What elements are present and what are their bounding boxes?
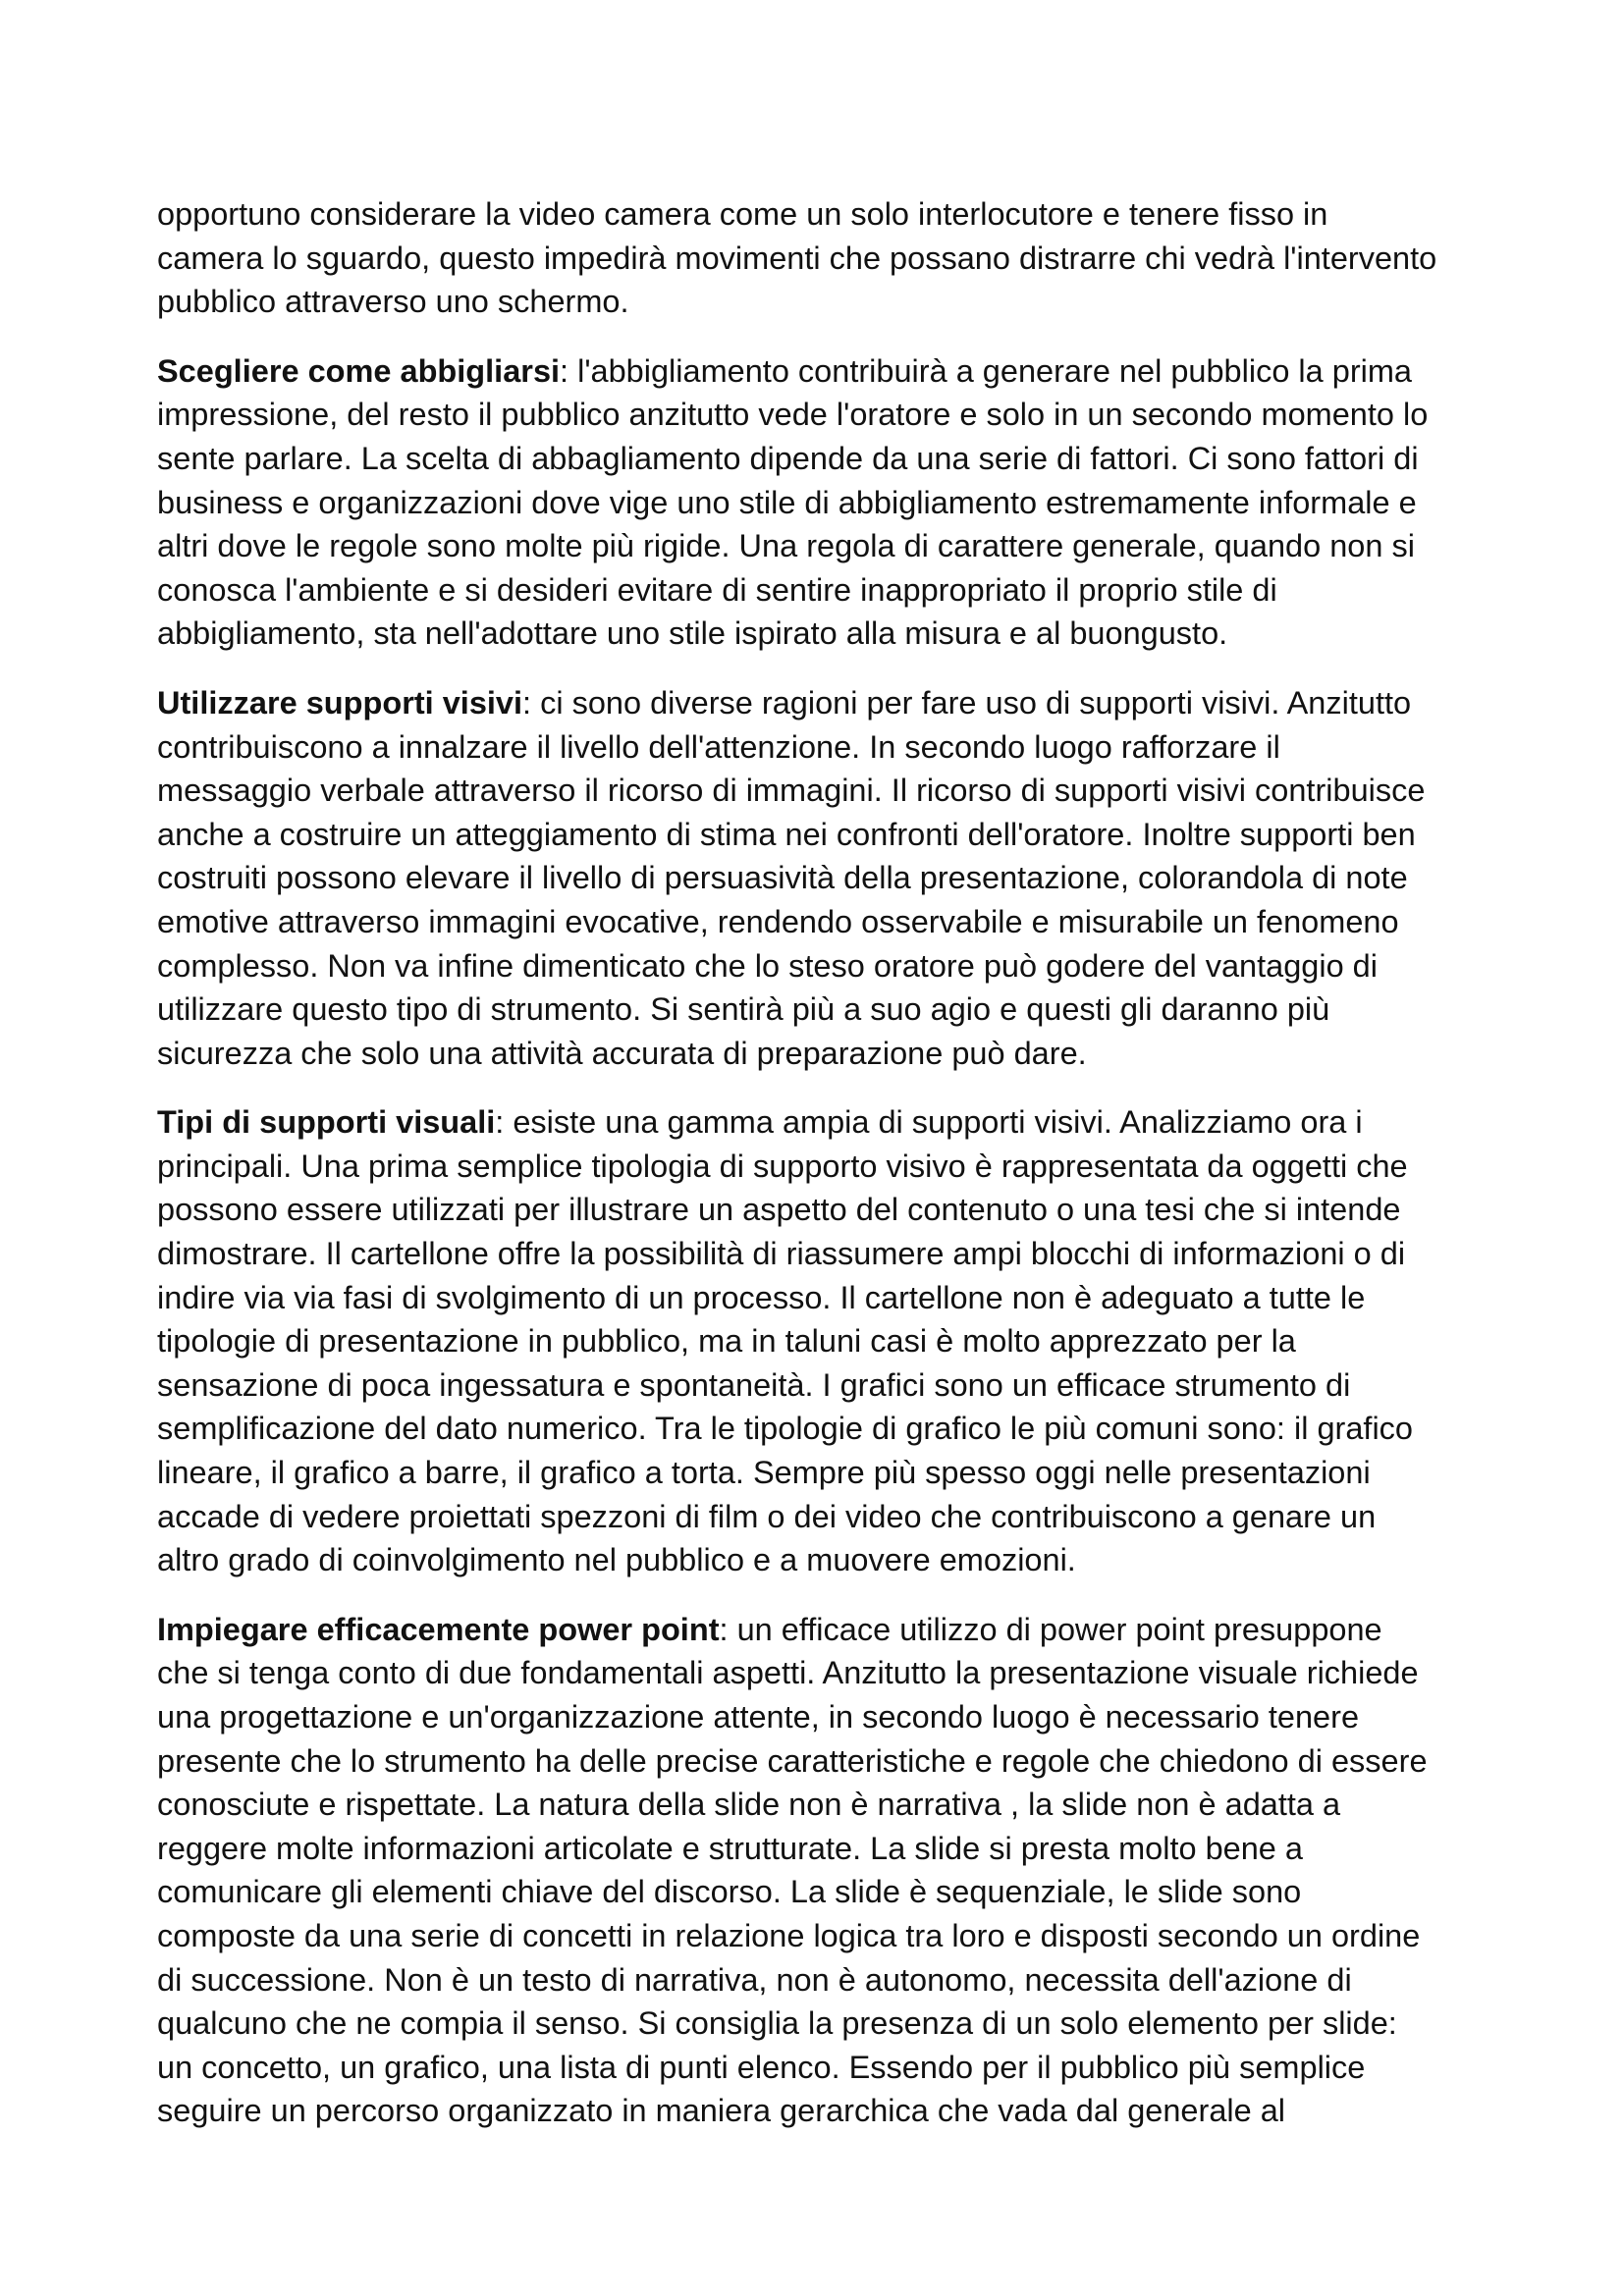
text-line: costruiti possono elevare il livello di persuasività della presentazione, colorandola di note [157, 860, 1408, 896]
text-line: qualcuno che ne compia il senso. Si consiglia la presenza di un solo elemento per slide: [157, 2005, 1397, 2042]
text-line: : esiste una gamma ampia di supporti visivi. Analizziamo ora i [495, 1104, 1363, 1141]
text-line: messaggio verbale attraverso il ricorso di immagini. Il ricorso di supporti visivi contribuisce [157, 773, 1426, 809]
paragraph-abbigliamento [157, 349, 1492, 656]
text-line: abbigliamento, sta nell'adottare uno stile ispirato alla misura e al buongusto. [157, 615, 1228, 652]
text-line: complesso. Non va infine dimenticato che lo steso oratore può godere del vantaggio di [157, 947, 1378, 984]
text-line: contribuiscono a innalzare il livello dell'attenzione. In secondo luogo rafforzare il [157, 728, 1280, 765]
text-line: impressione, del resto il pubblico anzitutto vede l'oratore e solo in un secondo momento lo [157, 397, 1429, 433]
text-line: che si tenga conto di due fondamentali aspetti. Anzitutto la presentazione visuale richiede [157, 1655, 1419, 1691]
paragraph-intro-continuation [157, 192, 1492, 324]
text-line: anche a costruire un atteggiamento di stima nei confronti dell'oratore. Inoltre supporti ben [157, 816, 1416, 852]
text-line: un concetto, un grafico, una lista di punti elenco. Essendo per il pubblico più semplice [157, 2049, 1366, 2085]
paragraph-heading: Scegliere come abbigliarsi [157, 352, 561, 389]
text-line: semplificazione del dato numerico. Tra le tipologie di grafico le più comuni sono: il grafico [157, 1411, 1414, 1447]
paragraph-supporti-visivi [157, 681, 1492, 1075]
text-line: seguire un percorso organizzato in maniera gerarchica che vada dal generale al [157, 2093, 1286, 2129]
text-line: composte da una serie di concetti in relazione logica tra loro e disposti secondo un ordine [157, 1917, 1421, 1953]
text-line: utilizzare questo tipo di strumento. Si sentirà più a suo agio e questi gli daranno più [157, 991, 1330, 1028]
text-line: business e organizzazioni dove vige uno stile di abbigliamento estremamente informale e [157, 484, 1417, 520]
text-line: sente parlare. La scelta di abbagliamento dipende da una serie di fattori. Ci sono fattori di [157, 440, 1419, 476]
paragraph-heading: Tipi di supporti visuali [157, 1104, 496, 1141]
paragraph-tipi-supporti [157, 1100, 1492, 1582]
text-line: conosca l'ambiente e si desideri evitare di sentire inappropriato il proprio stile di [157, 571, 1277, 608]
text-line: altro grado di coinvolgimento nel pubblico e a muovere emozioni. [157, 1542, 1076, 1578]
document-page [157, 192, 1492, 2159]
paragraph-heading: Impiegare efficacemente power point [157, 1611, 720, 1647]
text-line: camera lo sguardo, questo impedirà movimenti che possano distrarre chi vedrà l'intervento [157, 240, 1437, 276]
text-line: : ci sono diverse ragioni per fare uso di supporti visivi. Anzitutto [522, 684, 1412, 721]
text-line: pubblico attraverso uno schermo. [157, 284, 629, 320]
text-line: di successione. Non è un testo di narrativa, non è autonomo, necessita dell'azione di [157, 1961, 1352, 1998]
text-line: sensazione di poca ingessatura e spontaneità. I grafici sono un efficace strumento di [157, 1366, 1351, 1403]
text-line: comunicare gli elementi chiave del discorso. La slide è sequenziale, le slide sono [157, 1874, 1302, 1910]
text-line: opportuno considerare la video camera come un solo interlocutore e tenere fisso in [157, 196, 1328, 232]
paragraph-heading: Utilizzare supporti visivi [157, 684, 523, 721]
text-line: presente che lo strumento ha delle precise caratteristiche e regole che chiedono di essere [157, 1742, 1428, 1779]
text-line: emotive attraverso immagini evocative, rendendo osservabile e misurabile un fenomeno [157, 903, 1399, 939]
text-line: dimostrare. Il cartellone offre la possibilità di riassumere ampi blocchi di informazioni o di [157, 1236, 1406, 1272]
text-line: reggere molte informazioni articolate e strutturate. La slide si presta molto bene a [157, 1830, 1303, 1866]
text-line: una progettazione e un'organizzazione attente, in secondo luogo è necessario tenere [157, 1699, 1360, 1735]
text-line: lineare, il grafico a barre, il grafico a torta. Sempre più spesso oggi nelle presentazioni [157, 1455, 1371, 1491]
text-line: possono essere utilizzati per illustrare un aspetto del contenuto o una tesi che si intende [157, 1192, 1401, 1228]
text-line: sicurezza che solo una attività accurata di preparazione può dare. [157, 1035, 1087, 1071]
text-line: tipologie di presentazione in pubblico, ma in taluni casi è molto apprezzato per la [157, 1323, 1296, 1360]
text-line: : un efficace utilizzo di power point presuppone [719, 1611, 1382, 1647]
text-line: conosciute e rispettate. La natura della slide non è narrativa , la slide non è adatta a [157, 1787, 1341, 1823]
text-line: altri dove le regole sono molte più rigide. Una regola di carattere generale, quando non si [157, 528, 1415, 564]
text-line: indire via via fasi di svolgimento di un processo. Il cartellone non è adeguato a tutte le [157, 1279, 1366, 1315]
text-line: : l'abbigliamento contribuirà a generare nel pubblico la prima [560, 352, 1413, 389]
text-line: accade di vedere proiettati spezzoni di film o dei video che contribuiscono a genare un [157, 1498, 1377, 1534]
paragraph-power-point [157, 1608, 1492, 2133]
text-line: principali. Una prima semplice tipologia di supporto visivo è rappresentata da oggetti che [157, 1148, 1408, 1184]
